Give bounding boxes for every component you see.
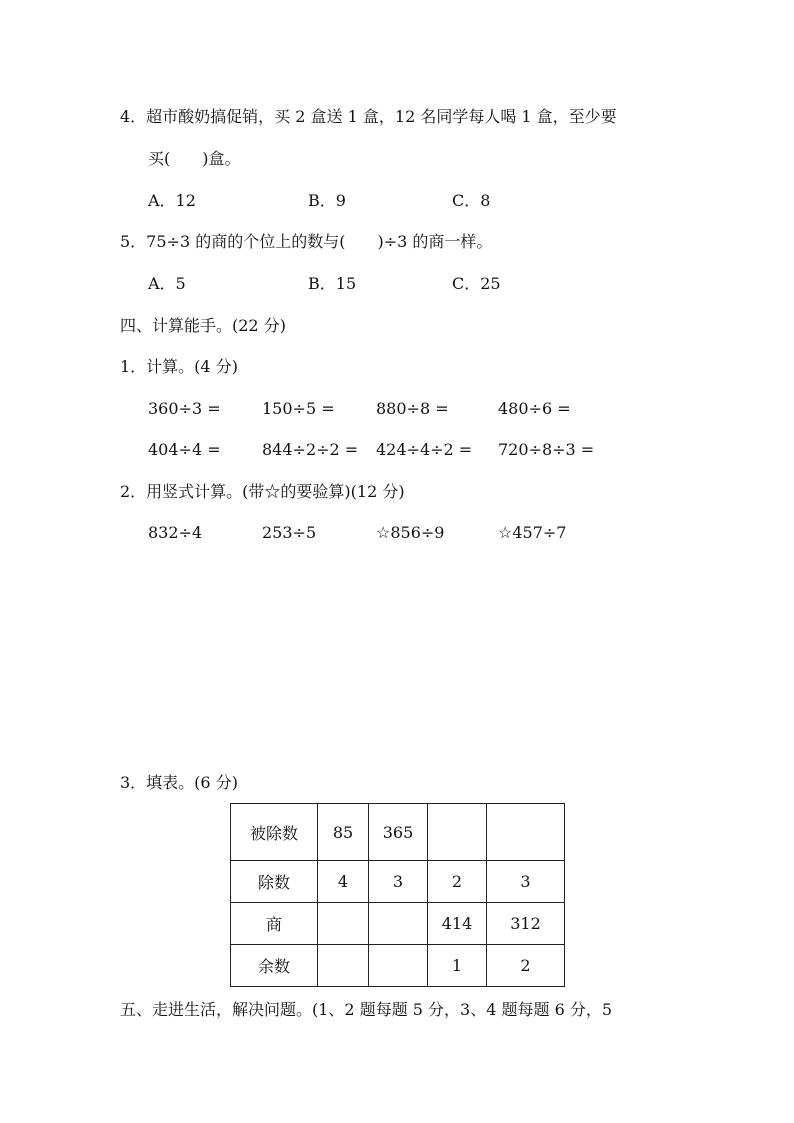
fill-table	[230, 803, 565, 987]
calc-item: 480÷6 =	[498, 399, 571, 418]
q5-option-b: B．15	[308, 274, 357, 293]
q4-option-a: A．12	[148, 191, 196, 210]
q4-text-line2: 买( )盒。	[148, 149, 241, 168]
table-row	[231, 945, 565, 987]
table-cell: 3	[369, 861, 428, 903]
table-cell: 1	[428, 945, 487, 987]
table-cell: 365	[369, 804, 428, 861]
table-cell: 2	[487, 945, 565, 987]
table-cell: 除数	[231, 861, 318, 903]
table-cell: 85	[318, 804, 369, 861]
table-cell: 商	[231, 903, 318, 945]
calc-item: 150÷5 =	[262, 399, 335, 418]
calc-item: 404÷4 =	[148, 440, 221, 459]
q5-option-a: A．5	[148, 274, 186, 293]
q4-option-b: B．9	[308, 191, 346, 210]
calc-item: 844÷2÷2 =	[262, 440, 359, 459]
calc-item: 360÷3 =	[148, 399, 221, 418]
table-cell: 312	[487, 903, 565, 945]
table-cell	[318, 945, 369, 987]
calc-item: 880÷8 =	[376, 399, 449, 418]
section5-title: 五、走进生活，解决问题。(1、2 题每题 5 分，3、4 题每题 6 分，5	[120, 1000, 613, 1019]
sub1-title: 1．计算。(4 分)	[120, 357, 238, 376]
table-cell	[369, 945, 428, 987]
sub3-title: 3．填表。(6 分)	[120, 773, 238, 792]
calc-item: 720÷8÷3 =	[498, 440, 595, 459]
q5-text: 5．75÷3 的商的个位上的数与( )÷3 的商一样。	[120, 232, 493, 251]
q4-option-c: C．8	[452, 191, 491, 210]
table-cell	[369, 903, 428, 945]
q5-option-c: C．25	[452, 274, 501, 293]
table-cell: 414	[428, 903, 487, 945]
section4-title: 四、计算能手。(22 分)	[120, 316, 286, 335]
table-cell: 4	[318, 861, 369, 903]
table-row	[231, 804, 565, 861]
table-cell	[318, 903, 369, 945]
calc-item: 424÷4÷2 =	[376, 440, 473, 459]
table-cell: 3	[487, 861, 565, 903]
vertical-calc-item: ☆856÷9	[376, 523, 445, 542]
q4-text-line1: 4．超市酸奶搞促销，买 2 盒送 1 盒，12 名同学每人喝 1 盒，至少要	[120, 107, 617, 126]
table-cell	[428, 804, 487, 861]
vertical-calc-item: 832÷4	[148, 523, 203, 542]
table-cell	[487, 804, 565, 861]
vertical-calc-item: 253÷5	[262, 523, 317, 542]
table-row	[231, 903, 565, 945]
table-cell: 被除数	[231, 804, 318, 861]
sub2-title: 2．用竖式计算。(带☆的要验算)(12 分)	[120, 482, 405, 501]
vertical-calc-item: ☆457÷7	[498, 523, 567, 542]
table-cell: 余数	[231, 945, 318, 987]
table-cell: 2	[428, 861, 487, 903]
table-row	[231, 861, 565, 903]
